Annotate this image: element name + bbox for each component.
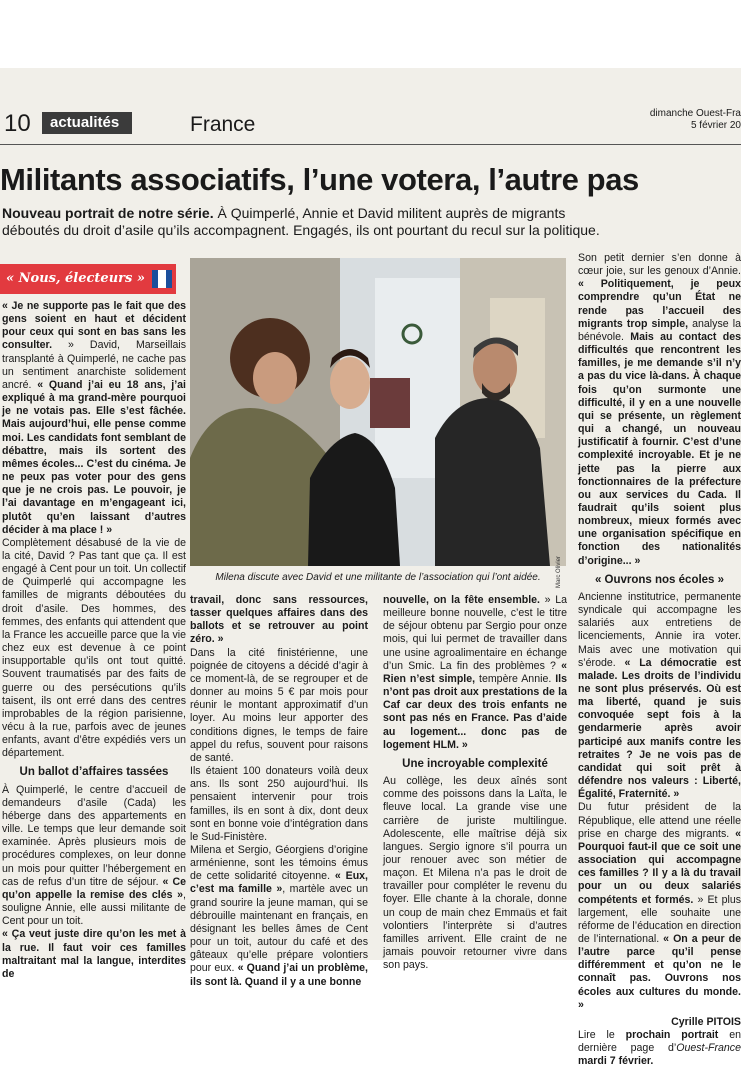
text: Milena et Sergio, Géorgiens d’origine arménienne, sont les témoins émus de cette solidarité citoyenne.	[190, 843, 368, 883]
quote: « La démocratie est malade. Les droits de l’individu ne sont plus préservés. Où est ma liberté, quand je suis convoquée sept fois à la gendarmerie après avoir participé aux manifs contre les retraites ? Je ne vois pas de candidat qui soit prêt à défendre nos valeurs : Liberté, Égalité, Fraternité. »	[578, 656, 741, 801]
text: mardi 7 février.	[578, 1055, 654, 1068]
lede-line1: À Quimperlé, Annie et David militent auprès de migrants	[213, 205, 566, 221]
paragraph: Complètement désabusé de la vie de la cité, David ? Pas tant que ça. Il est engagé à Cent pour un toit. Un collectif de Quimperlé qui accompagne les familles de migrants déboutées du droit d’asile. Des hommes, des femmes, des enfants qui attendent que la France les accueille parce que la vie chez eux est devenue à ce point insupportable qu’ils ont tout quitté. Souvent traumatisés par des faits de guerre ou des persécutions qu’ils taisent, ils ont erré dans des centres improbables de la région parisienne, vécu à la rue, parfois avec de jeunes enfants, avant d’être expédiés vers un département.	[2, 536, 186, 760]
photo-credit: Marc Olivier	[556, 556, 562, 589]
rubric-label: actualités	[42, 112, 132, 134]
lede	[2, 205, 741, 239]
quote: « Politiquement, je peux comprendre qu’un État ne rende pas l’accueil des migrants trop simple,	[578, 278, 741, 330]
article-column-3	[383, 594, 567, 972]
quote: « Quand j’ai un problème, ils sont là. Quand il y a une bonne	[190, 962, 368, 988]
subheading: Un ballot d’affaires tassées	[19, 766, 169, 779]
paragraph	[578, 591, 741, 802]
text: Son petit dernier s’en donne à cœur joie, sur les genoux d’Annie.	[578, 252, 741, 278]
text: en dernière page d’	[578, 1029, 741, 1055]
text: » La meilleure bonne nouvelle, c’est le titre de séjour obtenu par Sergio pour onze mois, qui lui permet de travailler dans une usine agroalimentaire en échange d’un Smic. La fin des problèmes ?	[383, 594, 567, 672]
quote: « Eux, c’est ma famille »	[190, 870, 368, 896]
header-divider	[0, 144, 741, 145]
text: Du futur président de la République, elle attend une réelle prise en charge des migrants.	[578, 801, 741, 840]
paragraph	[2, 300, 186, 537]
series-label	[0, 264, 176, 294]
section-title: France	[190, 113, 256, 136]
flag-icon	[152, 270, 172, 288]
series-label-text: « Nous, électeurs »	[6, 271, 145, 286]
article-column-1	[2, 300, 187, 980]
text: Lire le	[578, 1029, 626, 1042]
article-column-2	[190, 594, 368, 988]
subheading: « Ouvrons nos écoles »	[594, 573, 725, 586]
text: , souligne Annie, elle aussi militante de Cent pour un toit.	[2, 888, 186, 928]
next-portrait-note	[578, 1029, 741, 1068]
quote: Mais au contact des difficultés que rencontrent les familles, je me demande s’il n’y a pas du vice là-dans. À chaque fois qu’on surmonte une difficulté, il y en a une nouvelle qui se présente, un règlement qui a changé, un nouveau justificatif à fournir. C’est d’une complexité incroyable. Et je ne jette pas la pierre aux fonctionnaires de la préfecture ou aux services du Cada. Il faudrait qu’ils soient plus nombreux, mieux formés avec une organisation spécifique en fonction des nationalités d’origine... »	[578, 330, 741, 567]
quote: Ils n’ont pas droit aux prestations de la Caf car deux des trois enfants ne sont pas nés en France. Pas d’aide au logement... donc pas de logement HLM. »	[383, 672, 567, 751]
paragraph: Au collège, les deux aînés sont comme des poissons dans la Laïta, le fleuve local. La grande vise une carrière de juriste multilingue. Adolescente, elle maîtrise déjà six langues. Sergio ignore s’il pourra un jour renouer avec son métier de maçon. Et Milena n’a pas le droit de travailler pour compléter le revenu du foyer. Elle chante à la chorale, donne un coup de main chez Emmaüs et fait volontiers l’interprète si d’autres familles arrivent. Elle craint de ne jamais pouvoir retourner vivre dans son pays.	[383, 775, 567, 972]
text: À Quimperlé, le centre d’accueil de demandeurs d’asile (Cada) les héberge dans des appartements en ville. Le temps que leur demande soit examinée. Après plusieurs mois de procédures complexes, on leur donne un mois pour quitter l’hébergement en cas de refus d’un titre de séjour.	[2, 783, 186, 888]
lede-bold: Nouveau portrait de notre série.	[2, 205, 214, 221]
quote: « Ce qu’on appelle la remise des clés »	[2, 875, 186, 901]
dateline-publication: dimanche Ouest-Fra	[649, 108, 741, 119]
quote: « Pourquoi faut-il que ce soit une association qui accompagne ces familles ? Il y a là du travail pour un ou deux salariés compétents et formés.	[578, 827, 741, 906]
newspaper-page	[0, 68, 741, 1068]
text: prochain portrait	[625, 1029, 719, 1042]
subheading: Une incroyable complexité	[402, 757, 548, 770]
paragraph: Ils étaient 100 donateurs voilà deux ans. Ils sont 250 aujourd’hui. Ils pensaient intervenir pour trois familles, ils en sont à dix, dont deux sont en bonne voie d’intégration dans le Sud-Finistère.	[190, 765, 368, 843]
text: » David, Marseillais transplanté à Quimperlé, ne cache pas un sentiment anarchiste solidement ancré.	[2, 339, 186, 391]
dateline	[640, 108, 741, 132]
paragraph: travail, donc sans ressources, tasser quelques affaires dans des ballots et se retrouver au point zéro. »	[190, 594, 368, 646]
text: Ouest-France	[676, 1042, 741, 1055]
paragraph	[190, 844, 368, 989]
quote: « Je ne supporte pas le fait que des gens soient en haut et décident pour ceux qui sont en bas sans les consulter.	[2, 300, 186, 352]
paragraph	[2, 784, 186, 929]
photo-illustration	[190, 258, 566, 566]
quote: nouvelle, on la fête ensemble.	[383, 594, 540, 606]
paragraph	[383, 594, 567, 752]
paragraph	[578, 252, 741, 568]
text: » Et plus largement, elle souhaite une réforme de l’éducation en direction de l’international.	[578, 893, 741, 945]
photo-caption: Milena discute avec David et une militante de l’association qui l’ont aidée.	[215, 572, 541, 583]
lede-line2: déboutés du droit d’asile qu’ils accompagnent. Engagés, ils ont pourtant du recul sur la politique.	[2, 222, 600, 238]
text: tempère Annie.	[475, 672, 556, 685]
paragraph: « Ça veut juste dire qu’on les met à la rue. Il faut voir ces familles maltraitant mal la langue, interdites de	[2, 928, 186, 980]
article-column-4	[578, 252, 741, 1068]
author-signature: Cyrille PITOIS	[671, 1015, 741, 1028]
quote: « Rien n’est simple,	[383, 659, 567, 685]
quote: « Quand j’ai eu 18 ans, j’ai expliqué à ma grand-mère pourquoi je ne votais pas. Elle s’est fâchée. Mais aujourd’hui, elle pense comme moi. Les candidats font semblant de débattre, mais ils sortent des mêmes écoles... C’est du cinéma. Je ne peux pas voter pour des gens que je ne crois pas. Le pouvoir, je l’ai davantage en m’engageant ici, plutôt qu’en laissant d’autres décider à ma place ! »	[2, 378, 187, 536]
paragraph: Dans la cité finistérienne, une poignée de citoyens a décidé d’agir à ce moment-là, de se regrouper et de donner au moins 5 € par mois pour réunir le montant approximatif d’un loyer. Au moins leur apporter des conditions dignes, le temps de faire appel du refus, souvent pour raisons de santé.	[190, 646, 368, 764]
dateline-date: 5 février 20	[690, 120, 741, 131]
text: analyse la bénévole.	[578, 317, 741, 343]
text: Ancienne institutrice, permanente syndicale qui accompagne les salariés aux entretiens de licenciements, Annie ira voter. Mais avec une motivation qui s’érode.	[578, 590, 741, 669]
page-number: 10	[4, 110, 31, 137]
text: , martèle avec un grand sourire la jeune maman, qui se débrouille maintenant en français, en désignant les belles âmes de Cent pour un toit, autour du café et des gâteaux qu’elle prépare volontiers pour eux.	[190, 883, 368, 975]
paragraph	[578, 801, 741, 1012]
quote: « On a peur de l’autre parce qu’il pense différemment et qu’on ne le connaît pas. Ouvrons nos écoles aux cultures du monde. »	[578, 932, 741, 1011]
headline: Militants associatifs, l’une votera, l’autre pas	[0, 162, 639, 197]
